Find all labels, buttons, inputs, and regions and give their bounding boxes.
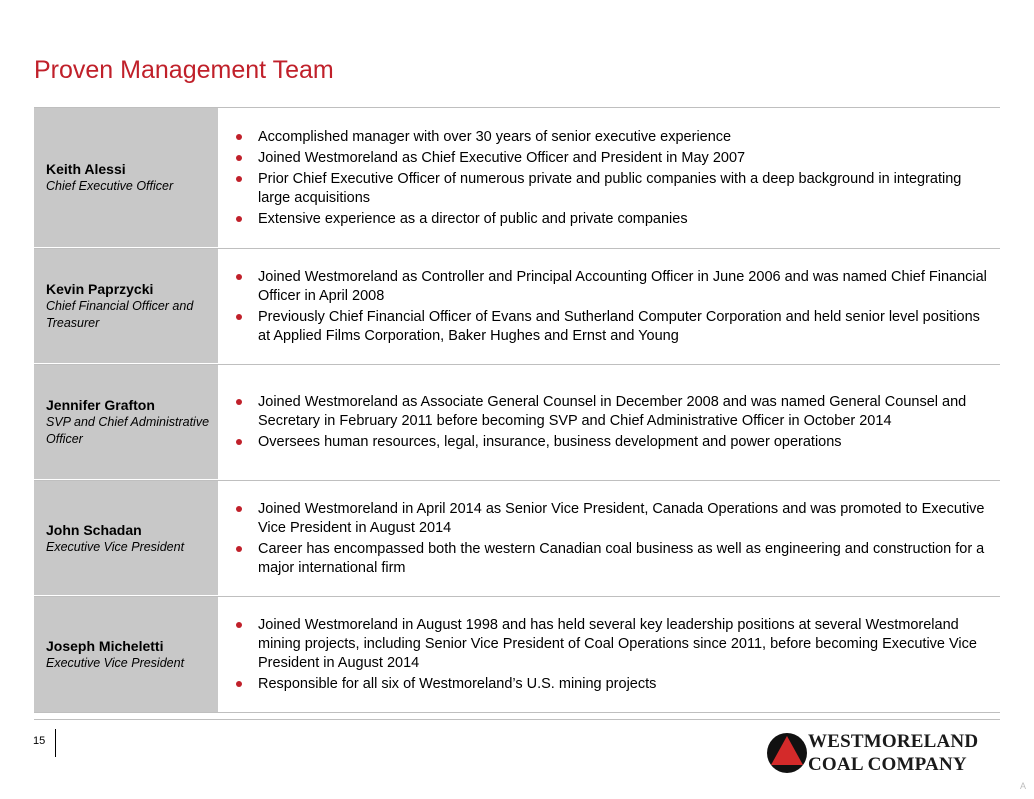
bullet-dot-icon bbox=[236, 439, 242, 445]
bio-text: Previously Chief Financial Officer of Evans and Sutherland Computer Corporation and held senior level positions at Applied Films Corporation, Baker Hughes and Ernst and Young bbox=[258, 308, 980, 344]
page-title: Proven Management Team bbox=[34, 56, 334, 84]
bio-text: Joined Westmoreland in August 1998 and has held several key leadership positions at several Westmoreland mining projects, including Senior Vice President of Coal Operations since 2011, before becoming Executive Vice President in August 2014 bbox=[258, 616, 977, 671]
bio-text: Joined Westmoreland as Associate General Counsel in December 2008 and was named General Counsel and Secretary in February 2011 before becoming SVP and Chief Administrative Officer in October 2014 bbox=[258, 394, 967, 429]
bullet-dot-icon bbox=[236, 216, 242, 222]
bio-list bbox=[236, 391, 990, 454]
bio-text: Oversees human resources, legal, insurance, business development and power operations bbox=[258, 434, 842, 450]
footer-divider bbox=[34, 719, 1000, 720]
bio-text: Joined Westmoreland in April 2014 as Senior Vice President, Canada Operations and was promoted to Executive Vice President in August 2014 bbox=[258, 500, 985, 536]
bio-text: Responsible for all six of Westmoreland’s U.S. mining projects bbox=[258, 675, 657, 692]
bio-cell bbox=[218, 108, 1000, 248]
logo-wordmark bbox=[808, 730, 978, 776]
management-team-table bbox=[34, 107, 1000, 710]
bio-cell bbox=[218, 597, 1000, 712]
bio-text: Extensive experience as a director of public and private companies bbox=[258, 210, 688, 227]
page-number: 15 bbox=[33, 735, 46, 747]
bio-bullet-item bbox=[236, 210, 990, 229]
person-title: Chief Financial Officer and Treasurer bbox=[46, 299, 194, 330]
bio-bullet-item bbox=[236, 268, 990, 306]
person-title: SVP and Chief Administrative Officer bbox=[46, 415, 210, 446]
team-row-john-schadan bbox=[34, 481, 1000, 597]
bullet-dot-icon bbox=[236, 546, 242, 552]
bio-text: Prior Chief Executive Officer of numerous private and public companies with a deep background in integrating large acquisitions bbox=[258, 170, 962, 206]
bio-text: Joined Westmoreland as Chief Executive Officer and President in May 2007 bbox=[258, 149, 746, 166]
person-name: Keith Alessi bbox=[46, 161, 126, 177]
bio-cell bbox=[218, 365, 1000, 480]
bullet-dot-icon bbox=[236, 176, 242, 182]
westmoreland-logo bbox=[766, 730, 1006, 778]
bullet-dot-icon bbox=[236, 155, 242, 161]
bio-list bbox=[236, 614, 990, 696]
bio-bullet-item bbox=[236, 540, 990, 578]
bullet-dot-icon bbox=[236, 622, 242, 628]
bio-bullet-item bbox=[236, 616, 990, 673]
red-triangle-in-black-circle-icon bbox=[766, 732, 808, 774]
bio-bullet-item bbox=[236, 308, 990, 346]
bio-cell bbox=[218, 481, 1000, 596]
bio-bullet-item bbox=[236, 433, 990, 452]
person-name: John Schadan bbox=[46, 521, 142, 538]
logo-line-1: WESTMORELAND bbox=[808, 731, 979, 752]
bullet-dot-icon bbox=[236, 134, 242, 140]
bullet-dot-icon bbox=[236, 681, 242, 687]
corner-mark: A bbox=[1019, 781, 1026, 791]
team-row-jennifer-grafton bbox=[34, 365, 1000, 481]
name-cell bbox=[34, 597, 218, 712]
bio-list bbox=[236, 266, 990, 348]
bio-bullet-item bbox=[236, 128, 990, 147]
team-row-keith-alessi bbox=[34, 108, 1000, 249]
person-title: Executive Vice President bbox=[46, 656, 185, 670]
person-name: Kevin Paprzycki bbox=[46, 281, 154, 297]
person-name: Joseph Micheletti bbox=[46, 638, 164, 654]
team-row-kevin-paprzycki bbox=[34, 249, 1000, 365]
name-cell bbox=[34, 108, 218, 248]
bio-bullet-item bbox=[236, 393, 990, 431]
name-cell bbox=[34, 249, 218, 364]
bio-cell bbox=[218, 249, 1000, 364]
person-title: Executive Vice President bbox=[46, 539, 185, 554]
bullet-dot-icon bbox=[236, 314, 242, 320]
person-title: Chief Executive Officer bbox=[46, 179, 174, 193]
bullet-dot-icon bbox=[236, 506, 242, 512]
page-number-divider bbox=[55, 729, 56, 757]
bio-list bbox=[236, 126, 990, 231]
bio-text: Career has encompassed both the western Canadian coal business as well as engineering and construction for a major international firm bbox=[258, 540, 985, 576]
bullet-dot-icon bbox=[236, 399, 242, 405]
team-row-joseph-micheletti bbox=[34, 597, 1000, 713]
bio-text: Accomplished manager with over 30 years of senior executive experience bbox=[258, 128, 732, 145]
bullet-dot-icon bbox=[236, 274, 242, 280]
name-cell bbox=[34, 365, 218, 480]
bio-list bbox=[236, 498, 990, 580]
logo-line-2: COAL COMPANY bbox=[808, 754, 967, 775]
bio-bullet-item bbox=[236, 500, 990, 538]
name-cell bbox=[34, 481, 218, 596]
bio-text: Joined Westmoreland as Controller and Principal Accounting Officer in June 2006 and was named Chief Financial Officer in April 2008 bbox=[258, 268, 987, 304]
person-name: Jennifer Grafton bbox=[46, 397, 155, 413]
bio-bullet-item bbox=[236, 170, 990, 208]
bio-bullet-item bbox=[236, 149, 990, 168]
bio-bullet-item bbox=[236, 675, 990, 694]
